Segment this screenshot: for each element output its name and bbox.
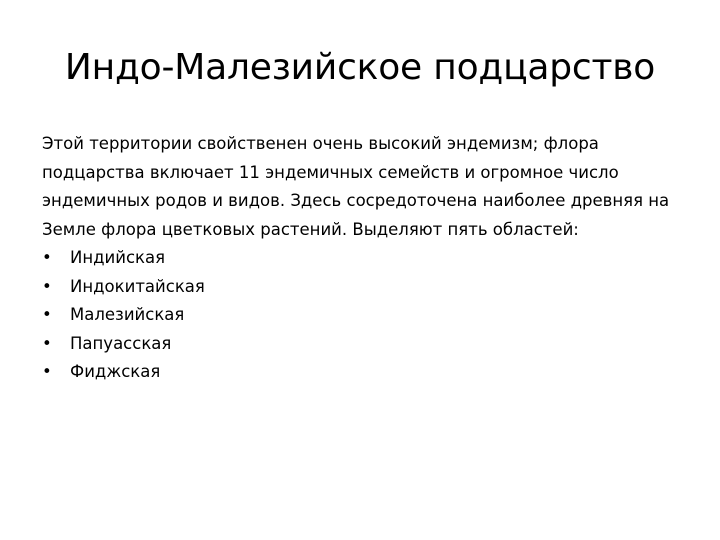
paragraph-line: эндемичных родов и видов. Здесь сосредоточена наиболее древняя на xyxy=(42,191,670,210)
list-item-label: Фиджская xyxy=(70,362,161,381)
regions-list xyxy=(42,244,692,387)
list-item-label: Малезийская xyxy=(70,305,185,324)
paragraph-line: Этой территории свойственен очень высокий эндемизм; флора xyxy=(42,134,599,153)
bullet-icon: • xyxy=(42,248,52,267)
list-item-label: Папуасская xyxy=(70,333,172,353)
paragraph-line: подцарства включает 11 эндемичных семейств и огромное число xyxy=(42,162,619,182)
list-item xyxy=(42,301,692,330)
list-item xyxy=(42,358,692,387)
slide-body xyxy=(42,130,692,387)
list-item-label: Индийская xyxy=(70,248,166,267)
bullet-icon: • xyxy=(42,362,52,381)
bullet-icon: • xyxy=(42,305,52,324)
slide-title: Индо-Малезийское подцарство xyxy=(64,47,656,88)
list-item-label: Индокитайская xyxy=(70,276,205,296)
list-item xyxy=(42,244,692,273)
bullet-icon: • xyxy=(42,333,52,353)
list-item xyxy=(42,330,692,359)
list-item xyxy=(42,273,692,302)
paragraph-line: Земле флора цветковых растений. Выделяют пять областей: xyxy=(42,219,579,239)
bullet-icon: • xyxy=(42,276,52,296)
intro-paragraph xyxy=(42,130,692,244)
